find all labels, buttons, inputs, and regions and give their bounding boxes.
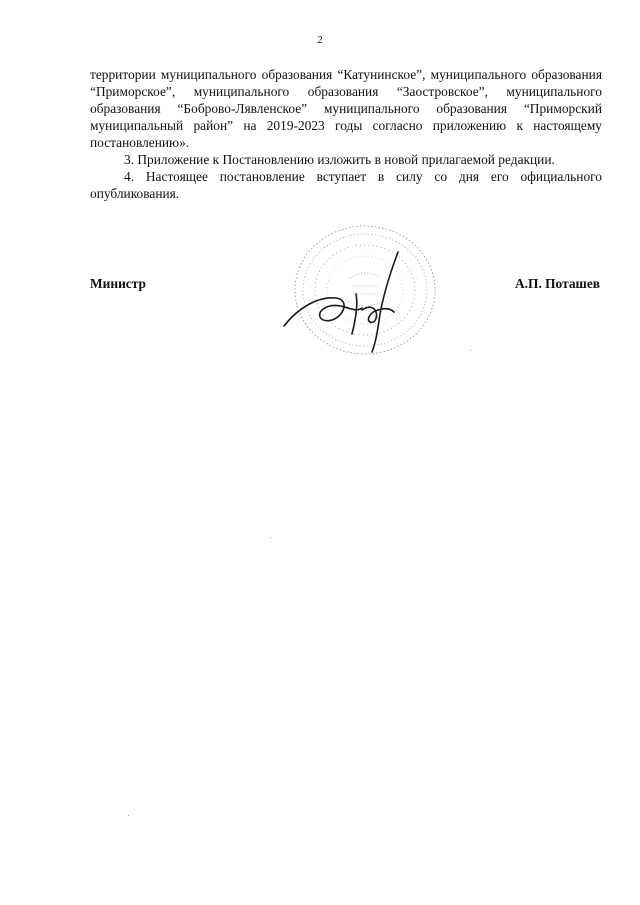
handwritten-signature [278,248,418,358]
page-number: 2 [317,34,323,46]
scan-speck [128,815,129,816]
paragraph-item-3: 3. Приложение к Постановлению изложить в новой прилагаемой редакции. [124,152,555,167]
scan-speck [470,350,471,351]
paragraph-continuation: территории муниципального образования “Катунинское”, муниципального образования “Приморское”, муниципального образования “Заостровское”, муниципального образования “Боброво-Лявленское” муниципального образования “Приморский муниципальный район” на 2019-2023 годы согласно приложению к настоящему постановлению». [90,67,602,150]
paragraph-item-4: 4. Настоящее постановление вступает в силу со дня его официального опубликования. [90,169,602,201]
signatory-name: А.П. Поташев [515,276,600,291]
signatory-title: Министр [90,276,146,291]
scan-speck [270,537,271,538]
signature-block [0,220,640,370]
document-body [90,66,602,202]
